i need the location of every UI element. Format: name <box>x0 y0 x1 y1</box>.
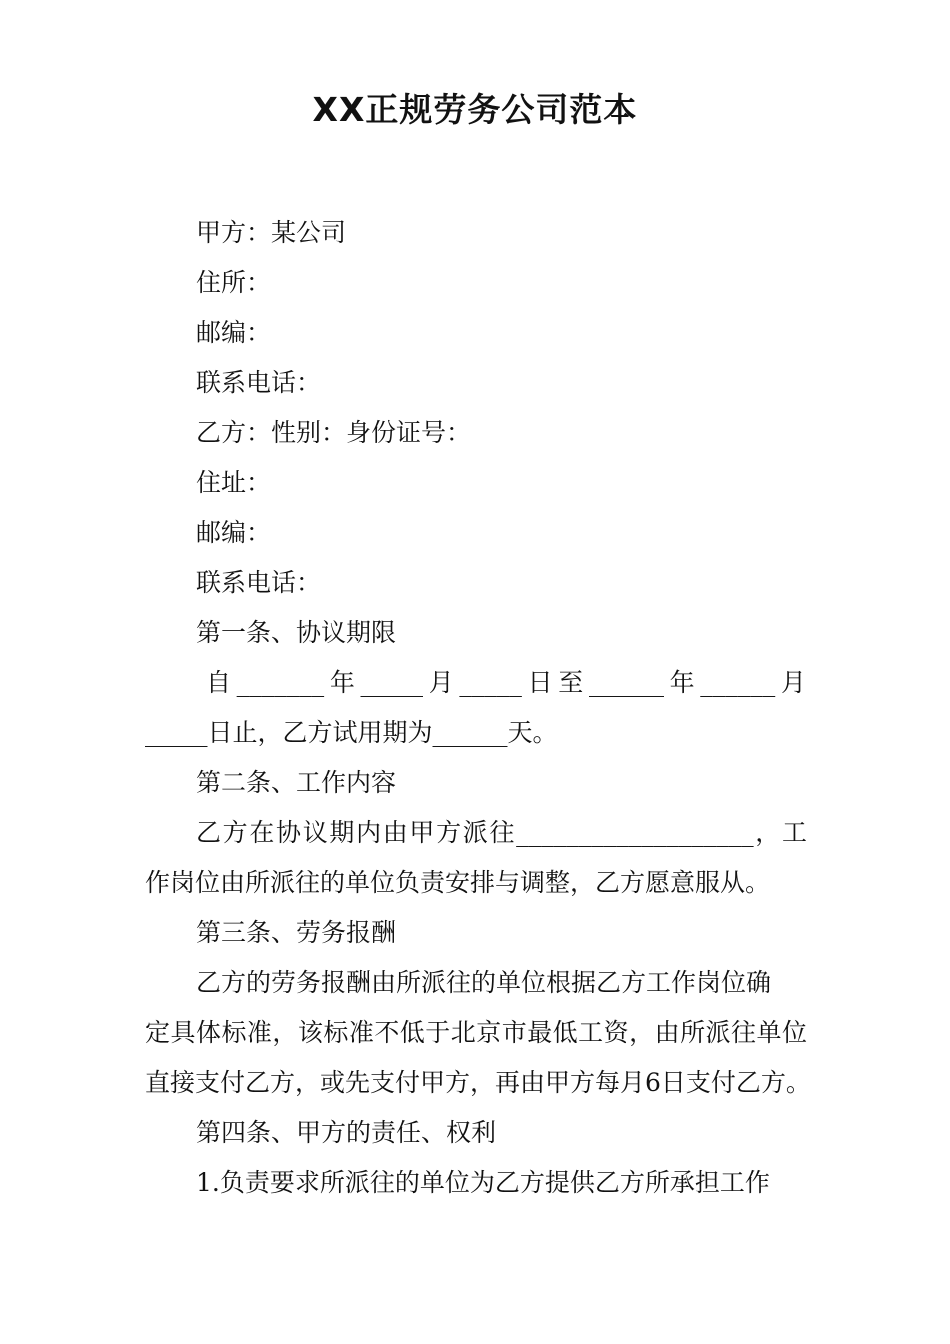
article-2-line-2: 作岗位由所派往的单位负责安排与调整，乙方愿意服从。 <box>145 868 771 897</box>
article-2-line-1: 乙方在协议期内由甲方派往___________________，工 <box>196 818 807 847</box>
article-1-line-1: 自_______年_____月_____日至______年______月 <box>206 668 806 697</box>
article-1-heading: 第一条、协议期限 <box>196 618 397 647</box>
party-a-phone: 联系电话： <box>196 368 322 397</box>
article-4-item-1: 1.负责要求所派往的单位为乙方提供乙方所承担工作 <box>196 1168 770 1197</box>
article-3-heading: 第三条、劳务报酬 <box>196 918 397 947</box>
party-a-address: 住所： <box>196 268 272 297</box>
party-a-postcode: 邮编： <box>196 318 272 347</box>
article-3-line-3: 直接支付乙方，或先支付甲方，再由甲方每月6日支付乙方。 <box>145 1068 811 1097</box>
party-b-phone: 联系电话： <box>196 568 322 597</box>
article-3-line-2: 定具体标准，该标准不低于北京市最低工资，由所派往单位 <box>145 1018 807 1047</box>
party-a-name: 甲方：某公司 <box>196 218 347 247</box>
article-4-heading: 第四条、甲方的责任、权利 <box>196 1118 497 1147</box>
article-2-heading: 第二条、工作内容 <box>196 768 397 797</box>
document-title: XX正规劳务公司范本 <box>312 90 638 129</box>
article-1-line-2: _____日止，乙方试用期为______天。 <box>145 718 558 747</box>
party-b-info: 乙方：性别：身份证号： <box>196 418 472 447</box>
article-3-line-1: 乙方的劳务报酬由所派往的单位根据乙方工作岗位确 <box>196 968 772 997</box>
party-b-address: 住址： <box>196 468 272 497</box>
party-b-postcode: 邮编： <box>196 518 272 547</box>
